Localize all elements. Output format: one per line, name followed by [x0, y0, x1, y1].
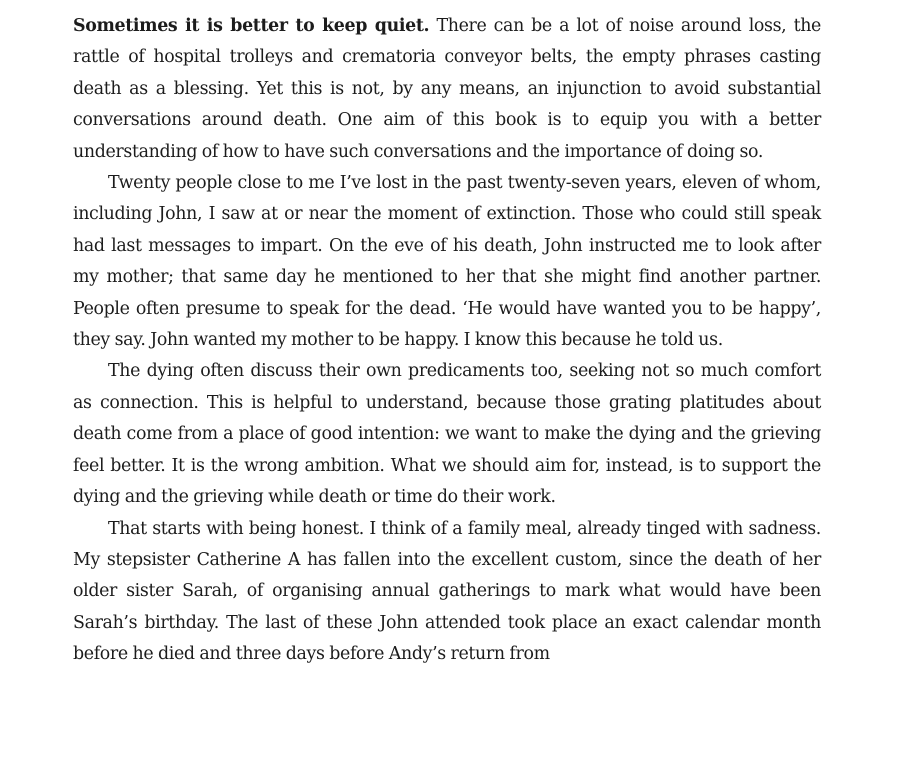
paragraph-lead: Sometimes it is better to keep quiet.: [73, 16, 430, 36]
paragraph-4: That starts with being honest. I think of a family meal, already tinged with sadness. My stepsister Catherine A has fallen into the excellent custom, since the death of her older sister Sarah, of organising annual gatherings to mark what would have been Sarah’s birthday. The last of these John attended took place an exact calendar month before he died and three days before Andy’s return from: [73, 518, 821, 665]
paragraph-2: Twenty people close to me I’ve lost in the past twenty-seven years, eleven of whom, including John, I saw at or near the moment of extinction. Those who could still speak had last messages to impart. On the eve of his death, John instructed me to look after my mother; that same day he mentioned to her that she might find another partner. People often presume to speak for the dead. ‘He would have wanted you to be happy’, they say. John wanted my mother to be happy. I know this because he told us.: [73, 173, 821, 351]
paragraph-1-body: There can be a lot of noise around loss, the rattle of hospital trolleys and crematoria conveyor belts, the empty phrases casting death as a blessing. Yet this is not, by any means, an injunction to avoid substantial conversations around death. One aim of this book is to equip you with a better understanding of how to have such conversations and the importance of doing so.: [73, 16, 822, 162]
paragraph-3: The dying often discuss their own predicaments too, seeking not so much comfort as connection. This is helpful to understand, because those grating platitudes about death come from a place of good intention: we want to make the dying and the grieving feel better. It is the wrong ambition. What we should aim for, instead, is to support the dying and the grieving while death or time do their work.: [73, 361, 821, 508]
page-text: [73, 11, 821, 671]
paragraph-1: [73, 11, 821, 168]
